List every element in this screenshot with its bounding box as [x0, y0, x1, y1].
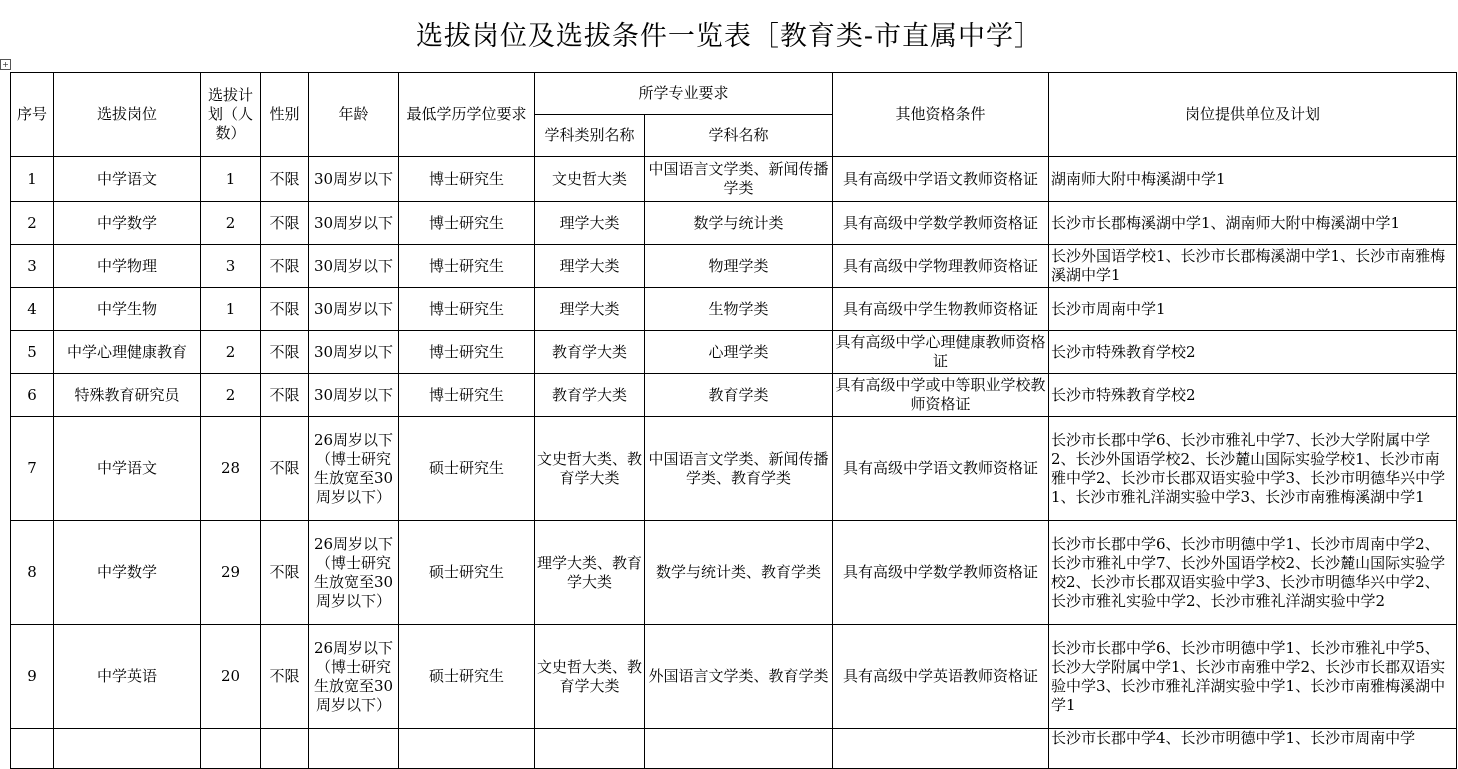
- cell-position: [54, 729, 201, 769]
- cell-plan: 2: [201, 331, 261, 374]
- cell-plan: 20: [201, 625, 261, 729]
- cell-plan: [201, 729, 261, 769]
- cell-discipline-category: 文史哲大类、教育学大类: [535, 625, 645, 729]
- header-education: 最低学历学位要求: [399, 73, 535, 157]
- table-row: [11, 245, 1457, 288]
- cell-other: 具有高级中学数学教师资格证: [833, 521, 1049, 625]
- cell-discipline: 生物学类: [645, 288, 833, 331]
- cell-education: 博士研究生: [399, 331, 535, 374]
- table-row: [11, 157, 1457, 202]
- cell-gender: 不限: [261, 157, 309, 202]
- cell-gender: [261, 729, 309, 769]
- cell-other: 具有高级中学语文教师资格证: [833, 157, 1049, 202]
- cell-plan: 2: [201, 202, 261, 245]
- table-row: [11, 521, 1457, 625]
- cell-age: 26周岁以下（博士研究生放宽至30周岁以下）: [309, 417, 399, 521]
- cell-seq: 6: [11, 374, 54, 417]
- cell-seq: 5: [11, 331, 54, 374]
- table-move-handle-icon[interactable]: +: [0, 59, 11, 70]
- header-gender: 性别: [261, 73, 309, 157]
- header-discipline-category: 学科类别名称: [535, 115, 645, 157]
- cell-discipline: [645, 729, 833, 769]
- header-seq: 序号: [11, 73, 54, 157]
- cell-discipline: 数学与统计类、教育学类: [645, 521, 833, 625]
- table-row: [11, 202, 1457, 245]
- cell-position: 中学心理健康教育: [54, 331, 201, 374]
- cell-seq: 3: [11, 245, 54, 288]
- header-other: 其他资格条件: [833, 73, 1049, 157]
- cell-education: 硕士研究生: [399, 521, 535, 625]
- cell-age: [309, 729, 399, 769]
- header-position: 选拔岗位: [54, 73, 201, 157]
- cell-discipline-category: 教育学大类: [535, 331, 645, 374]
- table-row: [11, 374, 1457, 417]
- table-row: [11, 288, 1457, 331]
- cell-age: 30周岁以下: [309, 288, 399, 331]
- cell-position: 中学物理: [54, 245, 201, 288]
- cell-other: 具有高级中学英语教师资格证: [833, 625, 1049, 729]
- cell-units: 湖南师大附中梅溪湖中学1: [1049, 157, 1457, 202]
- cell-age: 26周岁以下（博士研究生放宽至30周岁以下）: [309, 625, 399, 729]
- cell-gender: 不限: [261, 417, 309, 521]
- cell-units: 长沙市特殊教育学校2: [1049, 331, 1457, 374]
- header-age: 年龄: [309, 73, 399, 157]
- cell-seq: 9: [11, 625, 54, 729]
- cell-other: 具有高级中学生物教师资格证: [833, 288, 1049, 331]
- cell-discipline: 数学与统计类: [645, 202, 833, 245]
- cell-education: 博士研究生: [399, 157, 535, 202]
- cell-education: [399, 729, 535, 769]
- cell-position: 中学英语: [54, 625, 201, 729]
- cell-gender: 不限: [261, 625, 309, 729]
- cell-age: 30周岁以下: [309, 374, 399, 417]
- cell-education: 博士研究生: [399, 202, 535, 245]
- cell-other: 具有高级中学数学教师资格证: [833, 202, 1049, 245]
- cell-plan: 1: [201, 157, 261, 202]
- cell-gender: 不限: [261, 521, 309, 625]
- cell-plan: 2: [201, 374, 261, 417]
- cell-discipline: 教育学类: [645, 374, 833, 417]
- cell-seq: 8: [11, 521, 54, 625]
- cell-other: 具有高级中学或中等职业学校教师资格证: [833, 374, 1049, 417]
- header-discipline: 学科名称: [645, 115, 833, 157]
- cell-discipline-category: [535, 729, 645, 769]
- cell-discipline-category: 文史哲大类: [535, 157, 645, 202]
- cell-education: 硕士研究生: [399, 417, 535, 521]
- cell-discipline: 心理学类: [645, 331, 833, 374]
- cell-gender: 不限: [261, 331, 309, 374]
- cell-discipline: 物理学类: [645, 245, 833, 288]
- cell-other: [833, 729, 1049, 769]
- cell-units: 长沙市特殊教育学校2: [1049, 374, 1457, 417]
- cell-discipline: 中国语言文学类、新闻传播学类: [645, 157, 833, 202]
- cell-education: 博士研究生: [399, 288, 535, 331]
- cell-education: 博士研究生: [399, 374, 535, 417]
- cell-seq: 1: [11, 157, 54, 202]
- positions-table: [10, 72, 1457, 769]
- cell-units: 长沙市长郡中学6、长沙市明德中学1、长沙市雅礼中学5、长沙大学附属中学1、长沙市南雅中学2、长沙市长郡双语实验中学3、长沙市雅礼洋湖实验中学1、长沙市南雅梅溪湖中学1: [1049, 625, 1457, 729]
- cell-age: 30周岁以下: [309, 245, 399, 288]
- cell-position: 中学语文: [54, 417, 201, 521]
- cell-seq: [11, 729, 54, 769]
- cell-plan: 29: [201, 521, 261, 625]
- cell-plan: 3: [201, 245, 261, 288]
- cell-discipline-category: 理学大类: [535, 245, 645, 288]
- cell-discipline-category: 文史哲大类、教育学大类: [535, 417, 645, 521]
- cell-plan: 1: [201, 288, 261, 331]
- cell-units: 长沙市长郡梅溪湖中学1、湖南师大附中梅溪湖中学1: [1049, 202, 1457, 245]
- cell-age: 30周岁以下: [309, 202, 399, 245]
- cell-other: 具有高级中学语文教师资格证: [833, 417, 1049, 521]
- cell-age: 26周岁以下（博士研究生放宽至30周岁以下）: [309, 521, 399, 625]
- cell-gender: 不限: [261, 288, 309, 331]
- cell-other: 具有高级中学物理教师资格证: [833, 245, 1049, 288]
- cell-units: 长沙市长郡中学6、长沙市明德中学1、长沙市周南中学2、长沙市雅礼中学7、长沙外国语学校2、长沙麓山国际实验学校2、长沙市长郡双语实验中学3、长沙市明德华兴中学2、长沙市雅礼实验中学2、长沙市雅礼洋湖实验中学2: [1049, 521, 1457, 625]
- cell-discipline-category: 教育学大类: [535, 374, 645, 417]
- cell-position: 特殊教育研究员: [54, 374, 201, 417]
- table-row: [11, 331, 1457, 374]
- cell-position: 中学数学: [54, 521, 201, 625]
- cell-units: 长沙市长郡中学6、长沙市雅礼中学7、长沙大学附属中学2、长沙外国语学校2、长沙麓山国际实验学校1、长沙市南雅中学2、长沙市长郡双语实验中学3、长沙市明德华兴中学1、长沙市雅礼洋湖实验中学3、长沙市南雅梅溪湖中学1: [1049, 417, 1457, 521]
- cell-units: 长沙外国语学校1、长沙市长郡梅溪湖中学1、长沙市南雅梅溪湖中学1: [1049, 245, 1457, 288]
- cell-position: 中学数学: [54, 202, 201, 245]
- header-units: 岗位提供单位及计划: [1049, 73, 1457, 157]
- cell-discipline-category: 理学大类、教育学大类: [535, 521, 645, 625]
- cell-plan: 28: [201, 417, 261, 521]
- cell-other: 具有高级中学心理健康教师资格证: [833, 331, 1049, 374]
- header-major-group: 所学专业要求: [535, 73, 833, 115]
- cell-seq: 7: [11, 417, 54, 521]
- cell-gender: 不限: [261, 202, 309, 245]
- cell-discipline: 外国语言文学类、教育学类: [645, 625, 833, 729]
- cell-education: 博士研究生: [399, 245, 535, 288]
- table-row: [11, 729, 1457, 769]
- page-title: 选拔岗位及选拔条件一览表［教育类-市直属中学］: [415, 21, 1043, 52]
- cell-age: 30周岁以下: [309, 157, 399, 202]
- cell-units: 长沙市长郡中学4、长沙市明德中学1、长沙市周南中学: [1049, 729, 1457, 769]
- cell-discipline-category: 理学大类: [535, 288, 645, 331]
- cell-education: 硕士研究生: [399, 625, 535, 729]
- cell-seq: 4: [11, 288, 54, 331]
- cell-discipline-category: 理学大类: [535, 202, 645, 245]
- cell-age: 30周岁以下: [309, 331, 399, 374]
- cell-seq: 2: [11, 202, 54, 245]
- table-row: [11, 417, 1457, 521]
- cell-gender: 不限: [261, 245, 309, 288]
- cell-position: 中学语文: [54, 157, 201, 202]
- cell-units: 长沙市周南中学1: [1049, 288, 1457, 331]
- header-plan: 选拔计划（人数）: [201, 73, 261, 157]
- table-row: [11, 625, 1457, 729]
- cell-position: 中学生物: [54, 288, 201, 331]
- cell-gender: 不限: [261, 374, 309, 417]
- cell-discipline: 中国语言文学类、新闻传播学类、教育学类: [645, 417, 833, 521]
